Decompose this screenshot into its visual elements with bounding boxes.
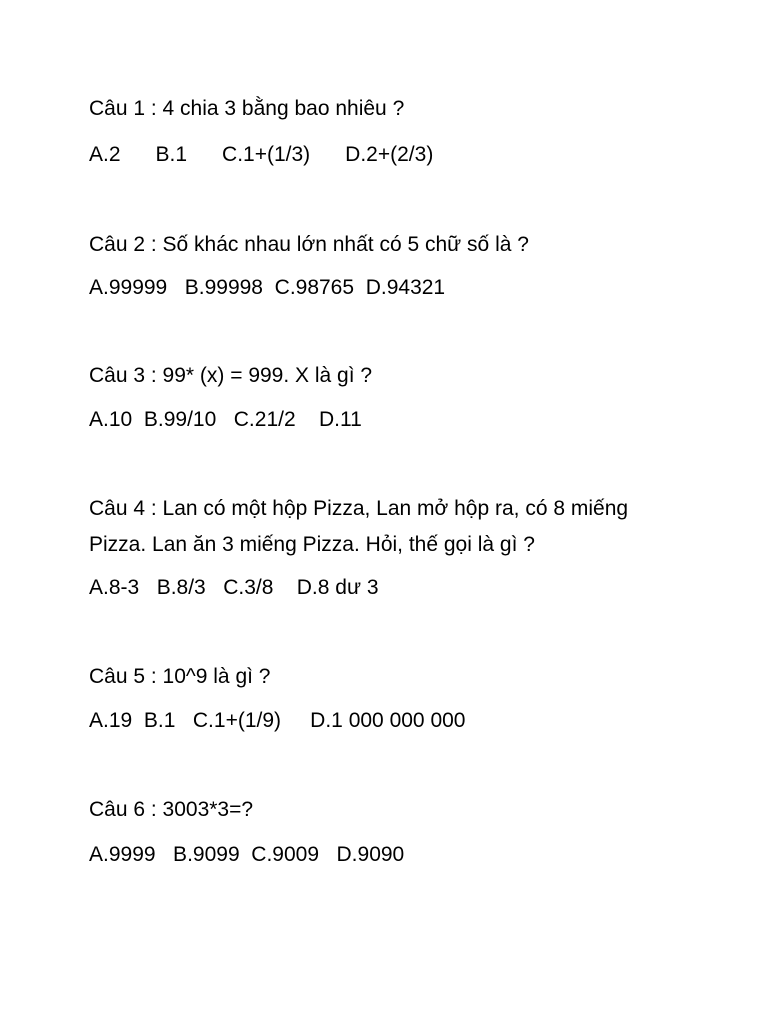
question-3-options: A.10 B.99/10 C.21/2 D.11 <box>89 408 362 431</box>
question-4 <box>89 491 729 563</box>
question-6: Câu 6 : 3003*3=? <box>89 798 254 821</box>
question-4-options: A.8-3 B.8/3 C.3/8 D.8 dư 3 <box>89 576 379 599</box>
question-6-options: A.9999 B.9099 C.9009 D.9090 <box>89 843 405 866</box>
question-3: Câu 3 : 99* (x) = 999. X là gì ? <box>89 364 373 387</box>
question-4-line-2: Pizza. Lan ăn 3 miếng Pizza. Hỏi, thế gọi là gì ? <box>89 533 535 556</box>
question-2: Câu 2 : Số khác nhau lớn nhất có 5 chữ số là ? <box>89 233 529 256</box>
question-1: Câu 1 : 4 chia 3 bằng bao nhiêu ? <box>89 97 405 120</box>
question-2-options: A.99999 B.99998 C.98765 D.94321 <box>89 276 446 299</box>
question-1-options: A.2 B.1 C.1+(1/3) D.2+(2/3) <box>89 143 434 166</box>
question-4-line-1: Câu 4 : Lan có một hộp Pizza, Lan mở hộp ra, có 8 miếng <box>89 497 629 520</box>
question-5-options: A.19 B.1 C.1+(1/9) D.1 000 000 000 <box>89 709 466 732</box>
question-5: Câu 5 : 10^9 là gì ? <box>89 665 271 688</box>
